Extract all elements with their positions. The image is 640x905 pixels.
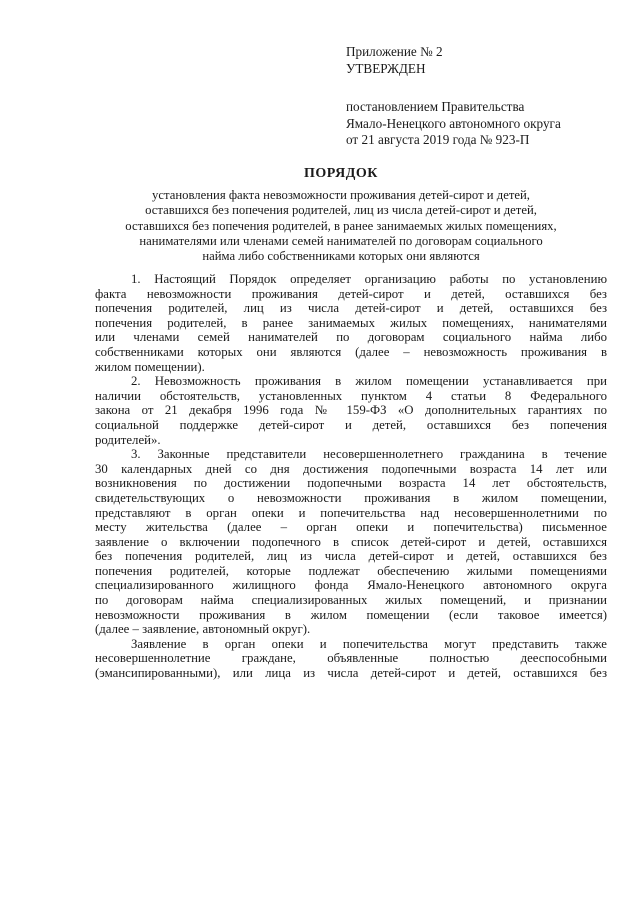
subtitle-line: нанимателями или членами семей нанимателей по договорам социального: [139, 233, 543, 248]
appendix-label: Приложение № 2: [346, 44, 443, 59]
document-subtitle: [110, 188, 572, 264]
approved-by-line: от 21 августа 2019 года № 923-П: [346, 132, 530, 147]
paragraph: [95, 272, 607, 374]
paragraph-line: 30 календарных дней со дня достижения подопечными возраста 14 лет или: [95, 461, 607, 476]
document-body: [95, 272, 607, 681]
paragraph: [95, 374, 607, 447]
subtitle-line: оставшихся без попечения родителей, лиц из числа детей-сирот и детей,: [145, 203, 537, 218]
paragraph-line: месту жительства (далее – орган опеки и попечительства) письменное: [95, 520, 607, 535]
paragraph-line: несовершеннолетние граждане, объявленные полностью дееспособными: [95, 651, 607, 666]
paragraph-line: свидетельствующих о невозможности проживания в жилом помещении,: [95, 490, 607, 505]
paragraph-line: специализированного жилищного фонда Ямало-Ненецкого автономного округа: [95, 578, 607, 593]
paragraph-line: факта невозможности проживания детей-сирот и детей, оставшихся без: [95, 286, 607, 301]
paragraph-line: по договорам найма специализированных жилых помещений, и признании: [95, 593, 607, 608]
paragraph: [95, 637, 607, 681]
paragraph-line: закона от 21 декабря 1996 года № 159-ФЗ «О дополнительных гарантиях по: [95, 403, 607, 418]
paragraph-line: собственниками которых они являются (далее – невозможность проживания в: [95, 344, 607, 359]
paragraph-line: или членами семей нанимателей по договорам социального найма либо: [95, 330, 607, 345]
paragraph-line: (далее – заявление, автономный округ).: [95, 622, 311, 637]
paragraph: [95, 447, 607, 637]
paragraph-line: 3. Законные представители несовершеннолетнего гражданина в течение: [131, 447, 607, 462]
paragraph-line: представляют в орган опеки и попечительства над несовершеннолетними по: [95, 505, 607, 520]
paragraph-line: возникновения по достижении подопечными возраста 14 лет обстоятельств,: [95, 476, 607, 491]
paragraph-line: невозможности проживания в жилом помещении (если таковое имеется): [95, 607, 607, 622]
paragraph-line: жилом помещении).: [95, 359, 205, 374]
document-heading: [110, 166, 572, 264]
approved-by-line: постановлением Правительства: [346, 99, 525, 114]
document-title: ПОРЯДОК: [304, 166, 378, 181]
paragraph-line: без попечения родителей, лиц из числа детей-сирот и детей, оставшихся без: [95, 549, 607, 564]
paragraph-line: 2. Невозможность проживания в жилом помещении устанавливается при: [131, 374, 607, 389]
paragraph-line: попечения родителей, лиц из числа детей-сирот и детей, оставшихся без: [95, 301, 607, 316]
paragraph-line: 1. Настоящий Порядок определяет организацию работы по установлению: [131, 272, 607, 286]
paragraph-line: попечения родителей, которые подлежат обеспечению жилыми помещениями: [95, 563, 607, 578]
paragraph-line: социальной поддержке детей-сирот и детей, оставшихся без попечения: [95, 417, 607, 432]
subtitle-line: найма либо собственниками которых они являются: [202, 249, 480, 264]
paragraph-line: родителей».: [95, 432, 161, 447]
paragraph-line: Заявление в орган опеки и попечительства могут представить также: [131, 636, 607, 651]
approved-label: УТВЕРЖДЕН: [346, 60, 426, 76]
approval-stamp: [346, 44, 561, 149]
paragraph-line: (эмансипированными), или лица из числа детей-сирот и детей, оставшихся без: [95, 666, 607, 681]
subtitle-line: оставшихся без попечения родителей, в ранее занимаемых жилых помещениях,: [125, 218, 557, 233]
subtitle-line: установления факта невозможности проживания детей-сирот и детей,: [152, 188, 530, 202]
approved-by-line: Ямало-Ненецкого автономного округа: [346, 115, 561, 131]
paragraph-line: попечения родителей, в ранее занимаемых жилых помещениях, нанимателями: [95, 315, 607, 330]
paragraph-line: заявление о включении подопечного в список детей-сирот и детей, оставшихся: [95, 534, 607, 549]
paragraph-line: наличии обстоятельств, установленных пунктом 4 статьи 8 Федерального: [95, 388, 607, 403]
